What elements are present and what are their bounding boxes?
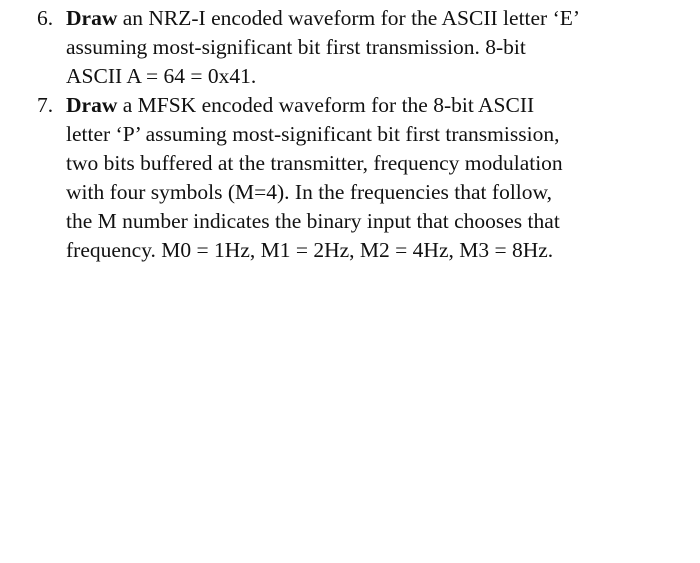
question-line: assuming most-significant bit first transmission. 8-bit — [66, 35, 526, 59]
question-line: ASCII A = 64 = 0x41. — [66, 64, 257, 88]
question-line: letter ‘P’ assuming most-significant bit first transmission, — [66, 122, 560, 146]
question-number: 6. — [37, 6, 54, 30]
question-line — [37, 91, 657, 120]
question-line: two bits buffered at the transmitter, frequency modulation — [66, 151, 563, 175]
question-text: a MFSK encoded waveform for the 8-bit ASCII — [117, 93, 535, 117]
question-line: frequency. M0 = 1Hz, M1 = 2Hz, M2 = 4Hz, M3 = 8Hz. — [66, 238, 554, 262]
question-line: with four symbols (M=4). In the frequencies that follow, — [66, 180, 553, 204]
question-verb: Draw — [66, 93, 118, 117]
question-number: 7. — [37, 93, 54, 117]
question-7 — [37, 91, 657, 265]
question-line: the M number indicates the binary input that chooses that — [66, 209, 560, 233]
question-verb: Draw — [66, 6, 118, 30]
question-text: an NRZ-I encoded waveform for the ASCII letter ‘E’ — [117, 6, 581, 30]
question-6 — [37, 4, 657, 91]
question-line — [37, 4, 657, 33]
